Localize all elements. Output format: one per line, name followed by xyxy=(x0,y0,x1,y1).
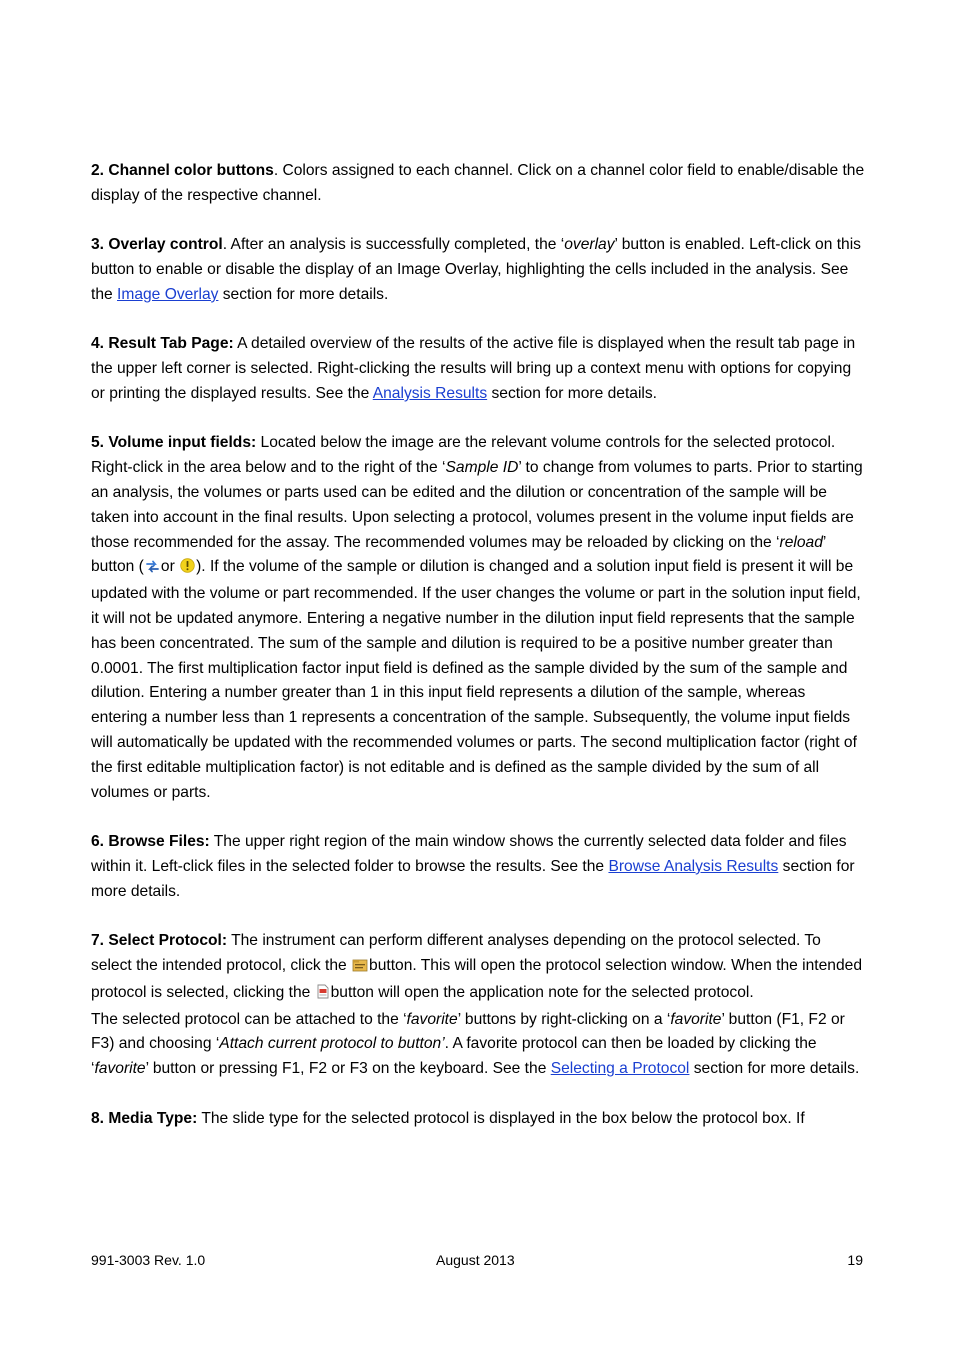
footer-date: August 2013 xyxy=(436,1252,515,1268)
paragraph-channel-color-buttons: 2. Channel color buttons. Colors assigned to each channel. Click on a channel color field to enable/disable the display of the respective channel. xyxy=(91,162,865,204)
page-footer xyxy=(91,1252,863,1272)
footer-page-number: 19 xyxy=(847,1252,863,1268)
paragraph-select-protocol: 7. Select Protocol: The instrument can perform different analyses depending on the protocol selected. To select the intended protocol, click the button. This will open the protocol selection window. When the intended protocol is selected, clicking the button will open the application note for the selected protocol. xyxy=(91,929,865,1007)
link-image-overlay[interactable]: Image Overlay xyxy=(117,285,219,303)
paragraph-volume-input-fields: 5. Volume input fields: Located below the image are the relevant volume controls for the selected protocol. Right-click in the area below and to the right of the ‘Sample ID’ to change from volumes to parts. Prior to starting an analysis, the volumes or parts used can be edited and the dilution or concentration of the sample will be taken into account in the final results. Upon selecting a protocol, volumes present in the volume input fields are those recommended for the assay. The recommended volumes may be reloaded by clicking on the ‘reload’ button ( or ). If the volume of the sample or dilution is changed and a solution input field is present it will be updated with the volume or part recommended. If the user changes the volume or part in the solution input field, it will not be updated anymore. Entering a negative number in the dilution input field represents that the sample has been concentrated. The sum of the sample and dilution is required to be a positive number greater than 0.0001. The first multiplication factor input field is defined as the sample divided by the sum of the sample and dilution. Entering a number greater than 1 in this input field represents a dilution of the sample, whereas entering a number less than 1 represents a concentration of the sample. Subsequently, the volume input fields will automatically be updated with the recommended volumes or parts. The second multiplication factor (right of the first editable multiplication factor) is not editable and is defined as the sample divided by the sum of all volumes or parts. xyxy=(91,434,863,801)
document-body xyxy=(91,159,865,1156)
heading-browse-files: 6. Browse Files: xyxy=(91,833,210,851)
folder-icon xyxy=(352,956,368,981)
paragraph-overlay-control: 3. Overlay control. After an analysis is successfully completed, the ‘overlay’ button is enabled. Left-click on this button to enable or disable the display of an Image Overlay, highlighting the cells included in the analysis. See the Image Overlay section for more details. xyxy=(91,236,861,303)
heading-volume-input-fields: 5. Volume input fields: xyxy=(91,434,257,452)
paragraph-favorite-protocol: The selected protocol can be attached to the ‘favorite’ buttons by right-clicking on a ‘favorite’ button (F1, F2 or F3) and choosing ‘Attach current protocol to button’. A favorite protocol can then be loaded by clicking the ‘favorite’ button or pressing F1, F2 or F3 on the keyboard. See the Selecting a Protocol section for more details. xyxy=(91,1010,860,1078)
paragraph-result-tab-page: 4. Result Tab Page: A detailed overview of the results of the active file is displayed when the result tab page in the upper left corner is selected. Right-clicking the results will bring up a context menu with options for copying or printing the displayed results. See the Analysis Results section for more details. xyxy=(91,335,856,402)
link-browse-analysis-results[interactable]: Browse Analysis Results xyxy=(608,857,779,875)
link-analysis-results[interactable]: Analysis Results xyxy=(372,384,488,402)
heading-overlay-control: 3. Overlay control xyxy=(91,236,223,254)
reload-arrow-icon xyxy=(145,557,160,582)
paragraph-media-type: 8. Media Type: The slide type for the selected protocol is displayed in the box below the protocol box. If xyxy=(91,1109,805,1127)
heading-channel-color-buttons: 2. Channel color buttons xyxy=(91,162,274,179)
warning-icon xyxy=(180,557,195,582)
link-selecting-a-protocol[interactable]: Selecting a Protocol xyxy=(550,1060,690,1078)
heading-select-protocol: 7. Select Protocol: xyxy=(91,932,228,950)
heading-result-tab-page: 4. Result Tab Page: xyxy=(91,335,234,353)
footer-doc-number: 991-3003 Rev. 1.0 xyxy=(91,1252,206,1268)
heading-media-type: 8. Media Type: xyxy=(91,1109,198,1127)
pdf-document-icon xyxy=(316,983,330,1008)
paragraph-browse-files: 6. Browse Files: The upper right region of the main window shows the currently selected data folder and files within it. Left-click files in the selected folder to browse the results. See the Browse Analysis Results section for more details. xyxy=(91,833,855,900)
